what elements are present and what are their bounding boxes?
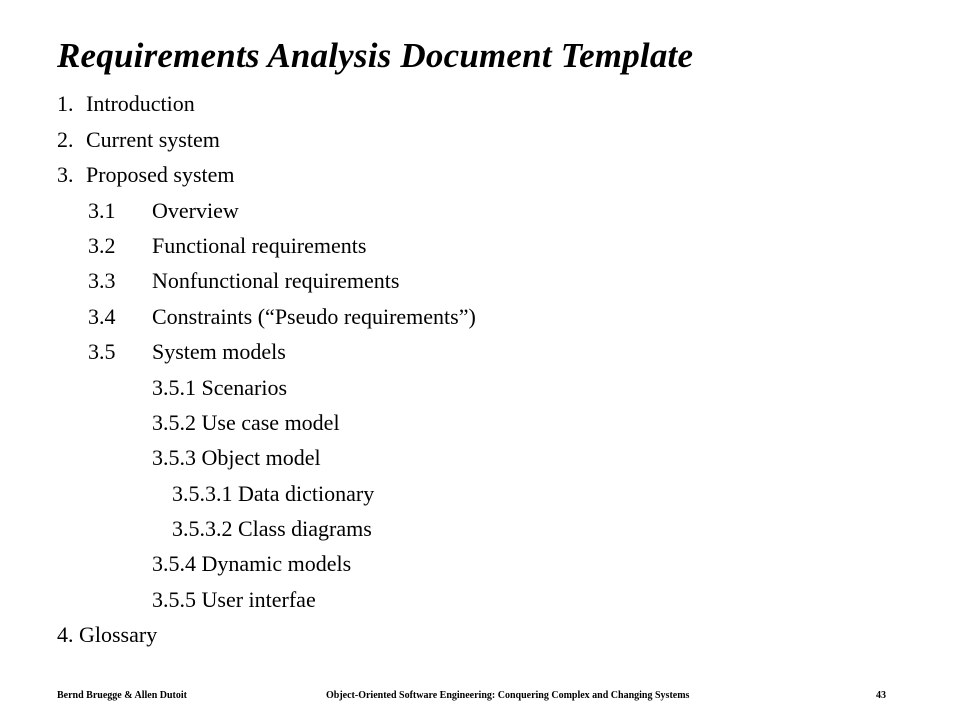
model-item: 3.5.4 Dynamic models (152, 551, 352, 576)
model-item: 3.5.5 User interfae (152, 587, 316, 612)
sub-list-item-number: 3.2 (88, 233, 116, 258)
sub-list-item-label: Constraints (“Pseudo requirements”) (152, 304, 476, 329)
sub-list-item-label: Overview (152, 198, 239, 223)
footer-authors: Bernd Bruegge & Allen Dutoit (57, 690, 187, 701)
model-item: 3.5.1 Scenarios (152, 375, 288, 400)
object-model-item: 3.5.3.1 Data dictionary (172, 481, 375, 506)
sub-list-item-number: 3.5 (88, 339, 116, 364)
sub-list-item-number: 3.1 (88, 198, 116, 223)
glossary-item: 4. Glossary (57, 622, 158, 647)
model-item: 3.5.2 Use case model (152, 410, 340, 435)
list-item-label: Introduction (86, 91, 195, 116)
list-item-label: Current system (86, 127, 220, 152)
sub-list-item-number: 3.4 (88, 304, 116, 329)
page-title: Requirements Analysis Document Template (57, 36, 694, 75)
page-number: 43 (876, 690, 886, 701)
object-model-item: 3.5.3.2 Class diagrams (172, 516, 372, 541)
list-item-number: 1. (57, 91, 74, 116)
list-item-label: Proposed system (86, 162, 235, 187)
sub-list-item-label: Functional requirements (152, 233, 367, 258)
footer-book-title: Object-Oriented Software Engineering: Conquering Complex and Changing Systems (326, 690, 690, 701)
sub-list-item-label: System models (152, 339, 286, 364)
list-item-number: 3. (57, 162, 74, 187)
sub-list-item-number: 3.3 (88, 268, 116, 293)
model-item: 3.5.3 Object model (152, 445, 321, 470)
list-item-number: 2. (57, 127, 74, 152)
sub-list-item-label: Nonfunctional requirements (152, 268, 400, 293)
